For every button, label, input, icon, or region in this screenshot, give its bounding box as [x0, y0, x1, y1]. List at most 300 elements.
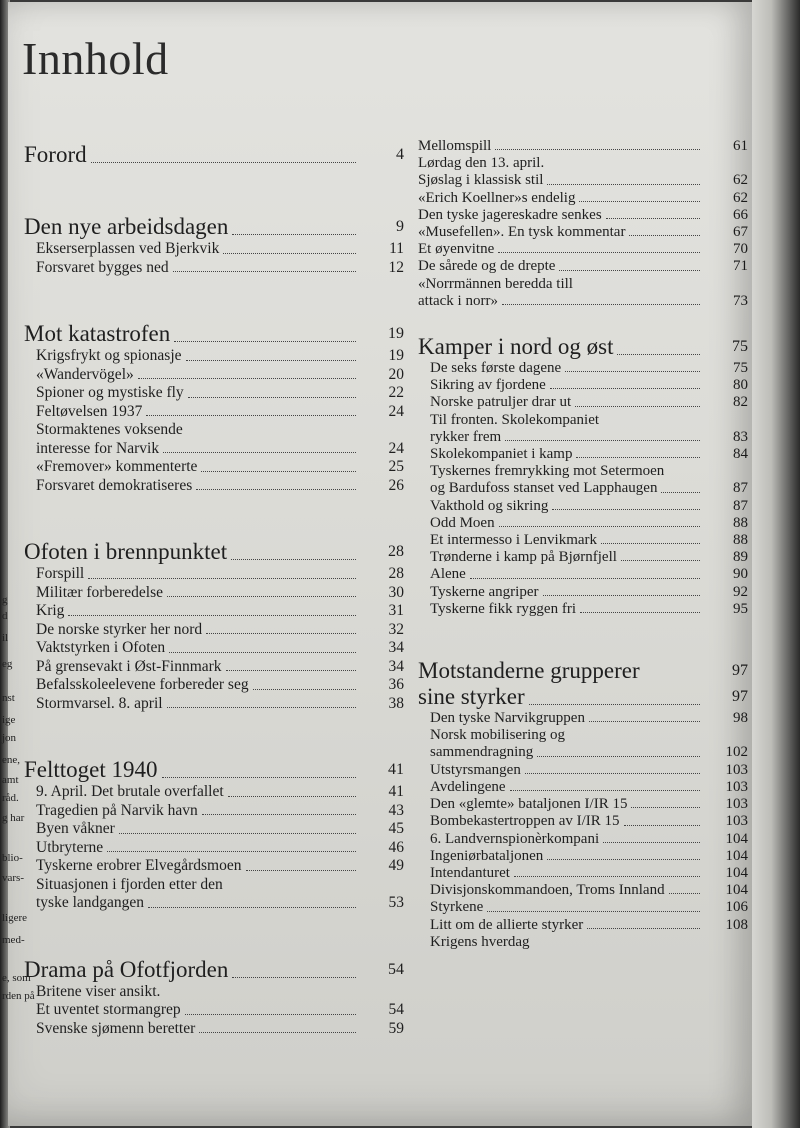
- toc-entry: [418, 172, 748, 189]
- page-number: 11: [389, 240, 404, 257]
- page-number: 9: [396, 218, 404, 235]
- entry-label: Til fronten. Skolekompaniet: [430, 411, 600, 428]
- toc-entry: [24, 983, 404, 1002]
- toc-entry: [24, 802, 404, 821]
- toc-entry: [418, 934, 748, 951]
- toc-entry: [24, 676, 404, 695]
- page-number: 108: [725, 916, 748, 933]
- page-number: 103: [725, 778, 748, 795]
- dot-leader: [199, 1032, 356, 1033]
- margin-text-fragment: nst: [2, 692, 15, 704]
- entry-label: Forsvaret bygges ned: [36, 258, 169, 276]
- entry-label-continued: interesse for Narvik: [36, 439, 160, 457]
- dot-leader: [547, 859, 700, 860]
- dot-leader: [601, 543, 700, 544]
- dot-leader: [529, 704, 700, 705]
- heading-line: [418, 658, 748, 684]
- entry-label: Ekserserplassen ved Bjerkvik: [36, 240, 220, 257]
- dot-leader: [505, 440, 700, 441]
- dot-leader: [91, 162, 356, 163]
- dot-leader: [107, 851, 356, 852]
- dot-leader: [575, 406, 700, 407]
- entry-label: «Musefellen». En tysk kommentar: [418, 224, 626, 241]
- page-number: 41: [388, 761, 404, 778]
- page-number: 80: [733, 377, 748, 394]
- toc-entry: [418, 224, 748, 241]
- entry-label: Intendanturet: [430, 864, 510, 881]
- entry-label: Norske patruljer drar ut: [430, 394, 572, 411]
- dot-leader: [543, 595, 701, 596]
- dot-leader: [146, 415, 356, 416]
- margin-text-fragment: g: [2, 594, 8, 606]
- dot-leader: [196, 489, 356, 490]
- dot-leader: [559, 270, 700, 271]
- page-number: 82: [733, 394, 748, 411]
- toc-entry: [24, 857, 404, 876]
- toc-entry: [24, 259, 404, 278]
- margin-text-fragment: ligere: [2, 912, 28, 924]
- chapter-heading: [418, 658, 748, 710]
- toc-chapter: [24, 539, 404, 713]
- entry-label: Den tyske Narvikgruppen: [430, 710, 585, 727]
- margin-text-fragment: rden på: [2, 990, 35, 1002]
- dot-leader: [606, 218, 700, 219]
- entry-label: Stormaktenes voksende: [36, 421, 183, 438]
- dot-leader: [167, 596, 356, 597]
- dot-leader: [502, 304, 700, 305]
- dot-leader: [470, 578, 700, 579]
- entry-label: «Wandervögel»: [36, 365, 134, 383]
- toc-entry: [418, 727, 748, 761]
- toc-entry: [418, 762, 748, 779]
- page-number: 4: [396, 146, 404, 163]
- dot-leader: [174, 341, 356, 342]
- margin-text-fragment: ene,: [2, 754, 21, 766]
- toc-entry: [24, 403, 404, 422]
- entry-label: Bombekastertroppen av I/IR 15: [430, 813, 620, 830]
- dot-leader: [580, 612, 700, 613]
- dot-leader: [223, 253, 356, 254]
- entry-label: Den nye arbeidsdagen: [24, 214, 229, 239]
- toc-entry: [418, 865, 748, 882]
- dot-leader: [589, 721, 700, 722]
- page-number: 12: [388, 258, 404, 276]
- toc-chapter: [24, 142, 404, 168]
- entry-label: Litt om de allierte styrker: [430, 916, 584, 933]
- dot-leader: [185, 1014, 356, 1015]
- dot-leader: [537, 756, 700, 757]
- page-number: 28: [388, 565, 404, 582]
- page-number: 66: [733, 206, 748, 223]
- chapter-heading: [24, 214, 404, 240]
- dot-leader: [617, 354, 700, 355]
- page-number: 92: [733, 583, 748, 600]
- entry-label: Mot katastrofen: [24, 321, 171, 346]
- entry-continuation: [36, 894, 404, 913]
- page-number: 24: [388, 439, 404, 457]
- dot-leader: [514, 876, 700, 877]
- toc-entry: [418, 831, 748, 848]
- dot-leader: [201, 471, 356, 472]
- page-number: 95: [733, 600, 748, 617]
- margin-text-fragment: vars-: [2, 872, 24, 884]
- page-number: 104: [725, 830, 748, 847]
- page-number: 90: [733, 566, 748, 583]
- entry-label: De norske styrker her nord: [36, 620, 203, 638]
- dot-leader: [232, 977, 356, 978]
- page-number: 104: [725, 847, 748, 864]
- dot-leader: [162, 777, 356, 778]
- entry-continuation: [430, 744, 748, 761]
- margin-text-fragment: jon: [2, 732, 17, 744]
- entry-label: Kamper i nord og øst: [418, 334, 614, 360]
- toc-entry: [418, 848, 748, 865]
- page-number: 22: [388, 384, 404, 401]
- chapter-heading: [24, 321, 404, 347]
- toc-entry: [24, 565, 404, 584]
- entry-label: Alene: [430, 566, 466, 583]
- page-number: 71: [733, 258, 748, 275]
- dot-leader: [661, 492, 700, 493]
- dot-leader: [565, 371, 700, 372]
- entry-label: 6. Landvernspionèrkompani: [430, 830, 600, 847]
- margin-text-fragment: ige: [2, 714, 16, 726]
- toc-entry: [24, 876, 404, 913]
- page-number: 46: [388, 838, 404, 856]
- entry-label: Befalsskoleelevene forbereder seg: [36, 676, 249, 693]
- toc-entry: [418, 360, 748, 377]
- page-number: 45: [388, 820, 404, 837]
- toc-entry: [24, 839, 404, 858]
- page-number: 88: [733, 514, 748, 531]
- page-number: 62: [733, 189, 748, 206]
- dot-leader: [232, 234, 356, 235]
- entry-label: Et intermesso i Lenvikmark: [430, 532, 598, 549]
- page-number: 53: [388, 894, 404, 911]
- entry-label: Ofoten i brennpunktet: [24, 539, 228, 564]
- entry-label: Krig: [36, 602, 65, 619]
- dot-leader: [253, 689, 356, 690]
- chapter-heading: [24, 142, 404, 168]
- toc-entry: [418, 899, 748, 916]
- page-number: 19: [388, 325, 404, 342]
- entry-label: Styrkene: [430, 899, 484, 916]
- page-number: 102: [725, 744, 748, 761]
- entry-label: Militær forberedelse: [36, 583, 163, 601]
- entry-label: Divisjonskommandoen, Troms Innland: [430, 882, 665, 899]
- entry-label: Spioner og mystiske fly: [36, 384, 184, 401]
- entry-label: Forspill: [36, 565, 85, 582]
- toc-entry: [24, 384, 404, 403]
- entry-label: De sårede og de drepte: [418, 258, 556, 275]
- dot-leader: [552, 509, 700, 510]
- entry-label: De seks første dagene: [430, 360, 562, 377]
- toc-entry: [418, 532, 748, 549]
- margin-text-fragment: il: [2, 632, 9, 644]
- toc-entry: [24, 602, 404, 621]
- page-number: 106: [725, 899, 748, 916]
- margin-text-fragment: g har: [2, 812, 25, 824]
- toc-entry: [418, 498, 748, 515]
- entry-label: Tyskernes fremrykking mot Setermoen: [430, 463, 665, 480]
- toc-chapter: [24, 321, 404, 495]
- page-number: 104: [725, 864, 748, 881]
- entry-label: Britene viser ansikt.: [36, 982, 161, 1000]
- entry-label-continued: tyske landgangen: [36, 894, 145, 911]
- margin-text-fragment: e, som: [2, 972, 31, 984]
- entry-label: Vaktstyrken i Ofoten: [36, 639, 166, 656]
- dot-leader: [119, 833, 356, 834]
- toc-entry: [418, 882, 748, 899]
- toc-entry: [418, 796, 748, 813]
- dot-leader: [603, 842, 700, 843]
- entry-label: Et øyenvitne: [418, 241, 495, 258]
- page-number: 97: [732, 662, 748, 680]
- dot-leader: [579, 201, 700, 202]
- page-number: 84: [733, 446, 748, 463]
- toc-entry: [418, 463, 748, 497]
- dot-leader: [587, 928, 700, 929]
- dot-leader: [88, 578, 356, 579]
- entry-label: «Erich Koellner»s endelig: [418, 189, 576, 206]
- chapter-heading: [24, 957, 404, 983]
- page-number: 26: [388, 476, 404, 494]
- book-edge-right: [752, 0, 800, 1128]
- toc-entry: [418, 258, 748, 275]
- page-number: 32: [388, 620, 404, 638]
- entry-label: Den tyske jagereskadre senkes: [418, 206, 602, 223]
- dot-leader: [167, 707, 356, 708]
- dot-leader: [228, 796, 356, 797]
- entry-label: Svenske sjømenn beretter: [36, 1019, 196, 1037]
- toc-entry: [418, 549, 748, 566]
- entry-label: Forord: [24, 142, 87, 167]
- entry-label: Sjøslag i klassisk stil: [418, 172, 544, 189]
- toc-entry: [24, 347, 404, 366]
- page-number: 54: [388, 1001, 404, 1018]
- page-number: 103: [725, 813, 748, 830]
- toc-entry: [24, 621, 404, 640]
- page-number: 43: [388, 801, 404, 819]
- toc-entry: [24, 477, 404, 496]
- page-number: 103: [725, 761, 748, 778]
- page-number: 67: [733, 224, 748, 241]
- page-number: 34: [388, 639, 404, 656]
- page-number: 49: [388, 857, 404, 874]
- page-number: 70: [733, 241, 748, 258]
- page-number: 34: [388, 657, 404, 675]
- toc-entry: [24, 421, 404, 458]
- toc-entry: [418, 155, 748, 172]
- toc-chapter: [418, 334, 748, 618]
- entry-label-continued: og Bardufoss stanset ved Lapphaugen: [430, 480, 658, 497]
- toc-entry: [418, 207, 748, 224]
- page-number: 87: [733, 497, 748, 514]
- margin-text-fragment: d: [2, 610, 8, 622]
- toc-entry: [24, 1020, 404, 1039]
- toc-chapter: [418, 658, 748, 951]
- toc-chapter: [24, 957, 404, 1039]
- page-number: 41: [388, 783, 404, 800]
- dot-leader: [246, 870, 357, 871]
- dot-leader: [547, 184, 700, 185]
- entry-continuation: [36, 440, 404, 459]
- dot-leader: [186, 360, 356, 361]
- entry-label: Tyskerne angriper: [430, 583, 539, 600]
- entry-label: Mellomspill: [418, 138, 492, 154]
- toc-entry: [24, 458, 404, 477]
- page-number: 19: [388, 347, 404, 364]
- chapter-heading: [24, 757, 404, 783]
- page-number: 87: [733, 480, 748, 497]
- dot-leader: [621, 560, 700, 561]
- dot-leader: [669, 893, 700, 894]
- dot-leader: [487, 911, 700, 912]
- dot-leader: [202, 814, 356, 815]
- toc-entry: [418, 190, 748, 207]
- page-number: 89: [733, 549, 748, 566]
- dot-leader: [495, 149, 700, 150]
- entry-label: Byen våkner: [36, 820, 115, 837]
- dot-leader: [525, 773, 700, 774]
- toc-entry: [24, 584, 404, 603]
- toc-entry: [24, 639, 404, 658]
- page-number: 103: [725, 796, 748, 813]
- entry-continuation: [430, 429, 748, 446]
- entry-label: «Fremover» kommenterte: [36, 458, 198, 475]
- entry-label: Felttoget 1940: [24, 757, 158, 782]
- entry-label: Skolekompaniet i kamp: [430, 446, 573, 463]
- entry-label: Situasjonen i fjorden etter den: [36, 875, 223, 893]
- dot-leader: [68, 615, 356, 616]
- page-number: 88: [733, 532, 748, 549]
- toc-entry: [24, 1001, 404, 1020]
- margin-text-fragment: amt: [2, 774, 19, 786]
- entry-label: Tyskerne erobrer Elvegårdsmoen: [36, 857, 242, 874]
- toc-entry: [418, 394, 748, 411]
- dot-leader: [188, 397, 356, 398]
- entry-label: Krigens hverdag: [430, 933, 530, 950]
- toc-chapter: [24, 214, 404, 277]
- page-number: 30: [388, 583, 404, 601]
- page-number: 31: [388, 602, 404, 619]
- entry-label: Krigsfrykt og spionasje: [36, 347, 182, 364]
- toc-entry: [418, 412, 748, 446]
- page-number: 38: [388, 694, 404, 712]
- entry-label-continued: attack i norr»: [418, 292, 498, 309]
- dot-leader: [631, 807, 700, 808]
- dot-leader: [206, 633, 356, 634]
- page-title: Innhold: [22, 33, 169, 84]
- margin-text-fragment: med-: [2, 934, 25, 946]
- toc-chapter: [418, 138, 748, 310]
- toc-entry: [24, 240, 404, 259]
- toc-entry: [418, 515, 748, 532]
- page-number: 73: [733, 292, 748, 309]
- page-number: 75: [732, 338, 748, 356]
- entry-label: Trønderne i kamp på Bjørnfjell: [430, 549, 617, 566]
- entry-label: Ingeniørbataljonen: [430, 847, 544, 864]
- page-number: 24: [388, 402, 404, 420]
- toc-entry: [418, 601, 748, 618]
- dot-leader: [231, 559, 356, 560]
- toc-entry: [418, 584, 748, 601]
- toc-entry: [418, 446, 748, 463]
- entry-label: Norsk mobilisering og: [430, 727, 565, 744]
- toc-entry: [24, 820, 404, 839]
- entry-label: 9. April. Det brutale overfallet: [36, 783, 224, 800]
- page-number: 75: [733, 360, 748, 377]
- page-number: 61: [733, 138, 748, 154]
- entry-continuation: [418, 293, 748, 310]
- chapter-heading: [418, 334, 748, 360]
- dot-leader: [173, 271, 356, 272]
- page-number: 54: [388, 960, 404, 978]
- dot-leader: [498, 252, 700, 253]
- toc-entry: [24, 366, 404, 385]
- entry-label: Utbryterne: [36, 838, 104, 856]
- entry-label-continued: rykker frem: [430, 428, 502, 445]
- chapter-heading: [24, 539, 404, 565]
- toc-entry: [418, 138, 748, 155]
- page-number: 59: [388, 1019, 404, 1037]
- page-number: 104: [725, 882, 748, 899]
- entry-label-continued: sammendragning: [430, 744, 534, 761]
- toc-entry: [418, 710, 748, 727]
- toc-entry: [418, 779, 748, 796]
- toc-entry: [418, 566, 748, 583]
- page-number: 62: [733, 172, 748, 189]
- toc-entry: [418, 276, 748, 310]
- margin-text-fragment: blio-: [2, 852, 23, 864]
- dot-leader: [576, 457, 700, 458]
- page-number: 98: [733, 710, 748, 727]
- toc-entry: [418, 377, 748, 394]
- dot-leader: [629, 235, 700, 236]
- entry-label: Utstyrsmangen: [430, 761, 521, 778]
- dot-leader: [550, 388, 700, 389]
- entry-label-continued: sine styrker: [418, 684, 525, 710]
- entry-label: Vakthold og sikring: [430, 497, 549, 514]
- toc-chapter: [24, 757, 404, 913]
- dot-leader: [138, 378, 356, 379]
- dot-leader: [169, 652, 356, 653]
- book-page: [2, 2, 756, 1126]
- page-number: 97: [732, 688, 748, 706]
- entry-label: «Norrmännen beredda till: [418, 275, 573, 292]
- toc-entry: [418, 813, 748, 830]
- entry-label: Forsvaret demokratiseres: [36, 476, 193, 494]
- entry-continuation: [418, 684, 748, 710]
- entry-label: Sikring av fjordene: [430, 377, 546, 394]
- dot-leader: [499, 526, 700, 527]
- entry-label: Lørdag den 13. april.: [418, 155, 545, 172]
- entry-label: Avdelingene: [430, 778, 506, 795]
- margin-text-fragment: råd.: [2, 792, 19, 804]
- dot-leader: [624, 825, 700, 826]
- entry-continuation: [430, 480, 748, 497]
- entry-label: Feltøvelsen 1937: [36, 402, 143, 420]
- page-number: 25: [388, 458, 404, 475]
- toc-entry: [418, 917, 748, 934]
- dot-leader: [163, 452, 356, 453]
- toc-entry: [24, 658, 404, 677]
- entry-label: Motstanderne grupperer: [418, 658, 640, 684]
- toc-entry: [418, 241, 748, 258]
- toc-right-column: [418, 138, 748, 951]
- entry-label: Tyskerne fikk ryggen fri: [430, 600, 576, 617]
- margin-text-fragment: eg: [2, 658, 13, 670]
